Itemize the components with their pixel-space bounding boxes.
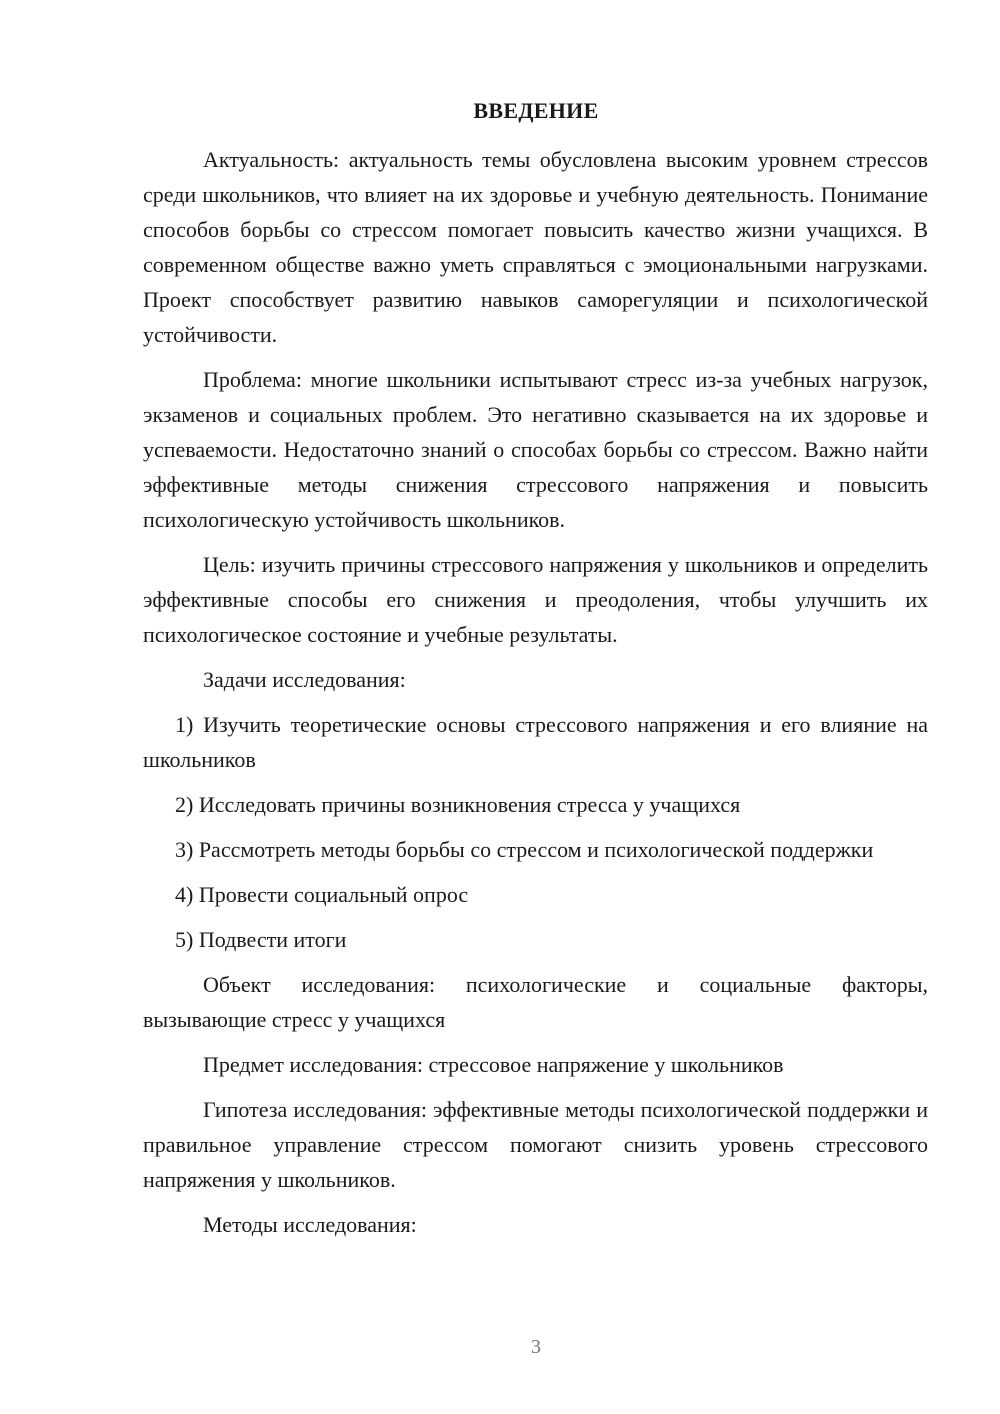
section-title: ВВЕДЕНИЕ [473,98,599,123]
paragraph-goal: Цель: изучить причины стрессового напряжения у школьников и определить эффективные способы его снижения и преодоления, чтобы улучшить их психологическое состояние и учебные результаты. [143,552,928,647]
paragraph-hypothesis: Гипотеза исследования: эффективные методы психологической поддержки и правильное управление стрессом помогают снизить уровень стрессового напряжения у школьников. [143,1097,928,1192]
task-item-4: 4) Провести социальный опрос [175,882,469,907]
paragraph-object: Объект исследования: психологические и социальные факторы, вызывающие стресс у учащихся [143,972,928,1032]
task-item-3: 3) Рассмотреть методы борьбы со стрессом и психологической поддержки [175,837,874,862]
body-text [143,142,928,1252]
paragraph-relevance: Актуальность: актуальность темы обусловлена высоким уровнем стрессов среди школьников, что влияет на их здоровье и учебную деятельность. Понимание способов борьбы со стрессом помогает повысить качество жизни учащихся. В современном обществе важно уметь справляться с эмоциональными нагрузками. Проект способствует развитию навыков саморегуляции и психологической устойчивости. [143,147,928,347]
paragraph-problem: Проблема: многие школьники испытывают стресс из-за учебных нагрузок, экзаменов и социальных проблем. Это негативно сказывается на их здоровье и успеваемости. Недостаточно знаний о способах борьбы со стрессом. Важно найти эффективные методы снижения стрессового напряжения и повысить психологическую устойчивость школьников. [143,367,928,532]
paragraph-methods: Методы исследования: [203,1212,417,1237]
page-number: 3 [531,1336,541,1358]
paragraph-tasks-heading: Задачи исследования: [203,667,406,692]
paragraph-subject: Предмет исследования: стрессовое напряжение у школьников [203,1052,784,1077]
task-item-5: 5) Подвести итоги [175,927,347,952]
task-item-1: 1) Изучить теоретические основы стрессового напряжения и его влияние на школьников [143,712,928,772]
task-item-2: 2) Исследовать причины возникновения стресса у учащихся [175,792,741,817]
